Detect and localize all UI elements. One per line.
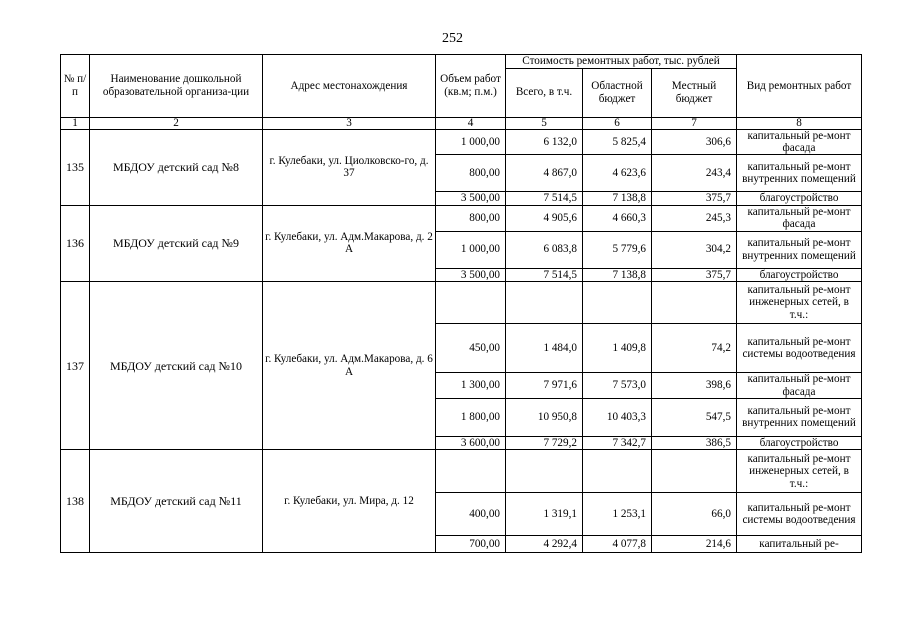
column-number-row bbox=[61, 117, 862, 129]
work-kind: благоустройство bbox=[737, 268, 862, 282]
cost-local: 547,5 bbox=[652, 398, 737, 436]
cost-local: 375,7 bbox=[652, 192, 737, 206]
cost-local: 243,4 bbox=[652, 155, 737, 192]
work-volume: 3 500,00 bbox=[436, 192, 506, 206]
cost-regional bbox=[583, 282, 652, 324]
header-kind: Вид ремонтных работ bbox=[737, 55, 862, 118]
cost-total: 7 514,5 bbox=[506, 268, 583, 282]
table-row bbox=[61, 282, 862, 324]
work-volume bbox=[436, 282, 506, 324]
work-kind: капитальный ре-монт инженерных сетей, в т.ч.: bbox=[737, 282, 862, 324]
row-number: 135 bbox=[61, 129, 90, 205]
table-body bbox=[61, 129, 862, 553]
organization-address: г. Кулебаки, ул. Циолковско-го, д. 37 bbox=[263, 129, 436, 205]
cost-total bbox=[506, 282, 583, 324]
column-number: 4 bbox=[436, 117, 506, 129]
work-volume: 3 600,00 bbox=[436, 436, 506, 450]
row-number: 137 bbox=[61, 282, 90, 450]
work-kind: капитальный ре-монт системы водоотведения bbox=[737, 493, 862, 536]
cost-local: 214,6 bbox=[652, 536, 737, 553]
cost-total: 7 971,6 bbox=[506, 373, 583, 399]
header-name: Наименование дошкольной образовательной организа-ции bbox=[90, 55, 263, 118]
cost-regional: 4 660,3 bbox=[583, 205, 652, 231]
cost-regional: 1 253,1 bbox=[583, 493, 652, 536]
cost-regional: 5 779,6 bbox=[583, 231, 652, 268]
header-volume: Объем работ (кв.м; п.м.) bbox=[436, 55, 506, 118]
work-volume: 400,00 bbox=[436, 493, 506, 536]
repair-works-table bbox=[60, 54, 862, 553]
column-number: 7 bbox=[652, 117, 737, 129]
header-local: Местный бюджет bbox=[652, 68, 737, 117]
cost-local bbox=[652, 282, 737, 324]
row-number: 138 bbox=[61, 450, 90, 553]
work-kind: благоустройство bbox=[737, 192, 862, 206]
work-kind: капитальный ре-монт инженерных сетей, в т.ч.: bbox=[737, 450, 862, 493]
table-row bbox=[61, 129, 862, 155]
cost-regional: 4 623,6 bbox=[583, 155, 652, 192]
work-kind: капитальный ре-монт внутренних помещений bbox=[737, 398, 862, 436]
cost-total: 6 132,0 bbox=[506, 129, 583, 155]
cost-local: 304,2 bbox=[652, 231, 737, 268]
header-regional: Областной бюджет bbox=[583, 68, 652, 117]
table-row bbox=[61, 450, 862, 493]
organization-name: МБДОУ детский сад №9 bbox=[90, 205, 263, 281]
work-kind: капитальный ре-монт системы водоотведения bbox=[737, 324, 862, 373]
table-header bbox=[61, 55, 862, 130]
work-volume: 450,00 bbox=[436, 324, 506, 373]
work-kind: капитальный ре-монт фасада bbox=[737, 373, 862, 399]
cost-regional: 10 403,3 bbox=[583, 398, 652, 436]
cost-local: 398,6 bbox=[652, 373, 737, 399]
cost-regional bbox=[583, 450, 652, 493]
row-number: 136 bbox=[61, 205, 90, 281]
header-total: Всего, в т.ч. bbox=[506, 68, 583, 117]
cost-total: 1 319,1 bbox=[506, 493, 583, 536]
work-kind: капитальный ре-монт фасада bbox=[737, 205, 862, 231]
header-no: № п/п bbox=[61, 55, 90, 118]
cost-total: 7 729,2 bbox=[506, 436, 583, 450]
cost-total: 1 484,0 bbox=[506, 324, 583, 373]
work-volume bbox=[436, 450, 506, 493]
column-number: 5 bbox=[506, 117, 583, 129]
column-number: 3 bbox=[263, 117, 436, 129]
cost-local: 386,5 bbox=[652, 436, 737, 450]
cost-regional: 7 573,0 bbox=[583, 373, 652, 399]
cost-total: 4 867,0 bbox=[506, 155, 583, 192]
organization-address: г. Кулебаки, ул. Адм.Макарова, д. 6 А bbox=[263, 282, 436, 450]
organization-name: МБДОУ детский сад №10 bbox=[90, 282, 263, 450]
cost-total: 10 950,8 bbox=[506, 398, 583, 436]
work-volume: 3 500,00 bbox=[436, 268, 506, 282]
work-kind: капитальный ре-монт фасада bbox=[737, 129, 862, 155]
page-number: 252 bbox=[442, 31, 463, 46]
cost-regional: 7 342,7 bbox=[583, 436, 652, 450]
work-kind: капитальный ре-монт внутренних помещений bbox=[737, 231, 862, 268]
header-address: Адрес местонахождения bbox=[263, 55, 436, 118]
header-cost-group: Стоимость ремонтных работ, тыс. рублей bbox=[506, 55, 737, 69]
column-number: 2 bbox=[90, 117, 263, 129]
cost-total: 7 514,5 bbox=[506, 192, 583, 206]
work-volume: 1 300,00 bbox=[436, 373, 506, 399]
work-volume: 700,00 bbox=[436, 536, 506, 553]
organization-name: МБДОУ детский сад №11 bbox=[90, 450, 263, 553]
organization-name: МБДОУ детский сад №8 bbox=[90, 129, 263, 205]
cost-regional: 1 409,8 bbox=[583, 324, 652, 373]
column-number: 8 bbox=[737, 117, 862, 129]
organization-address: г. Кулебаки, ул. Адм.Макарова, д. 2 А bbox=[263, 205, 436, 281]
cost-regional: 7 138,8 bbox=[583, 268, 652, 282]
work-kind: благоустройство bbox=[737, 436, 862, 450]
cost-total: 4 292,4 bbox=[506, 536, 583, 553]
table-row bbox=[61, 205, 862, 231]
cost-local: 74,2 bbox=[652, 324, 737, 373]
cost-regional: 5 825,4 bbox=[583, 129, 652, 155]
cost-regional: 4 077,8 bbox=[583, 536, 652, 553]
organization-address: г. Кулебаки, ул. Мира, д. 12 bbox=[263, 450, 436, 553]
cost-regional: 7 138,8 bbox=[583, 192, 652, 206]
column-number: 6 bbox=[583, 117, 652, 129]
cost-local bbox=[652, 450, 737, 493]
work-kind: капитальный ре-монт внутренних помещений bbox=[737, 155, 862, 192]
cost-total: 4 905,6 bbox=[506, 205, 583, 231]
column-number: 1 bbox=[61, 117, 90, 129]
cost-total bbox=[506, 450, 583, 493]
cost-local: 245,3 bbox=[652, 205, 737, 231]
work-kind: капитальный ре- bbox=[737, 536, 862, 553]
work-volume: 1 000,00 bbox=[436, 129, 506, 155]
cost-local: 306,6 bbox=[652, 129, 737, 155]
cost-local: 375,7 bbox=[652, 268, 737, 282]
work-volume: 1 000,00 bbox=[436, 231, 506, 268]
work-volume: 1 800,00 bbox=[436, 398, 506, 436]
cost-local: 66,0 bbox=[652, 493, 737, 536]
cost-total: 6 083,8 bbox=[506, 231, 583, 268]
work-volume: 800,00 bbox=[436, 155, 506, 192]
work-volume: 800,00 bbox=[436, 205, 506, 231]
